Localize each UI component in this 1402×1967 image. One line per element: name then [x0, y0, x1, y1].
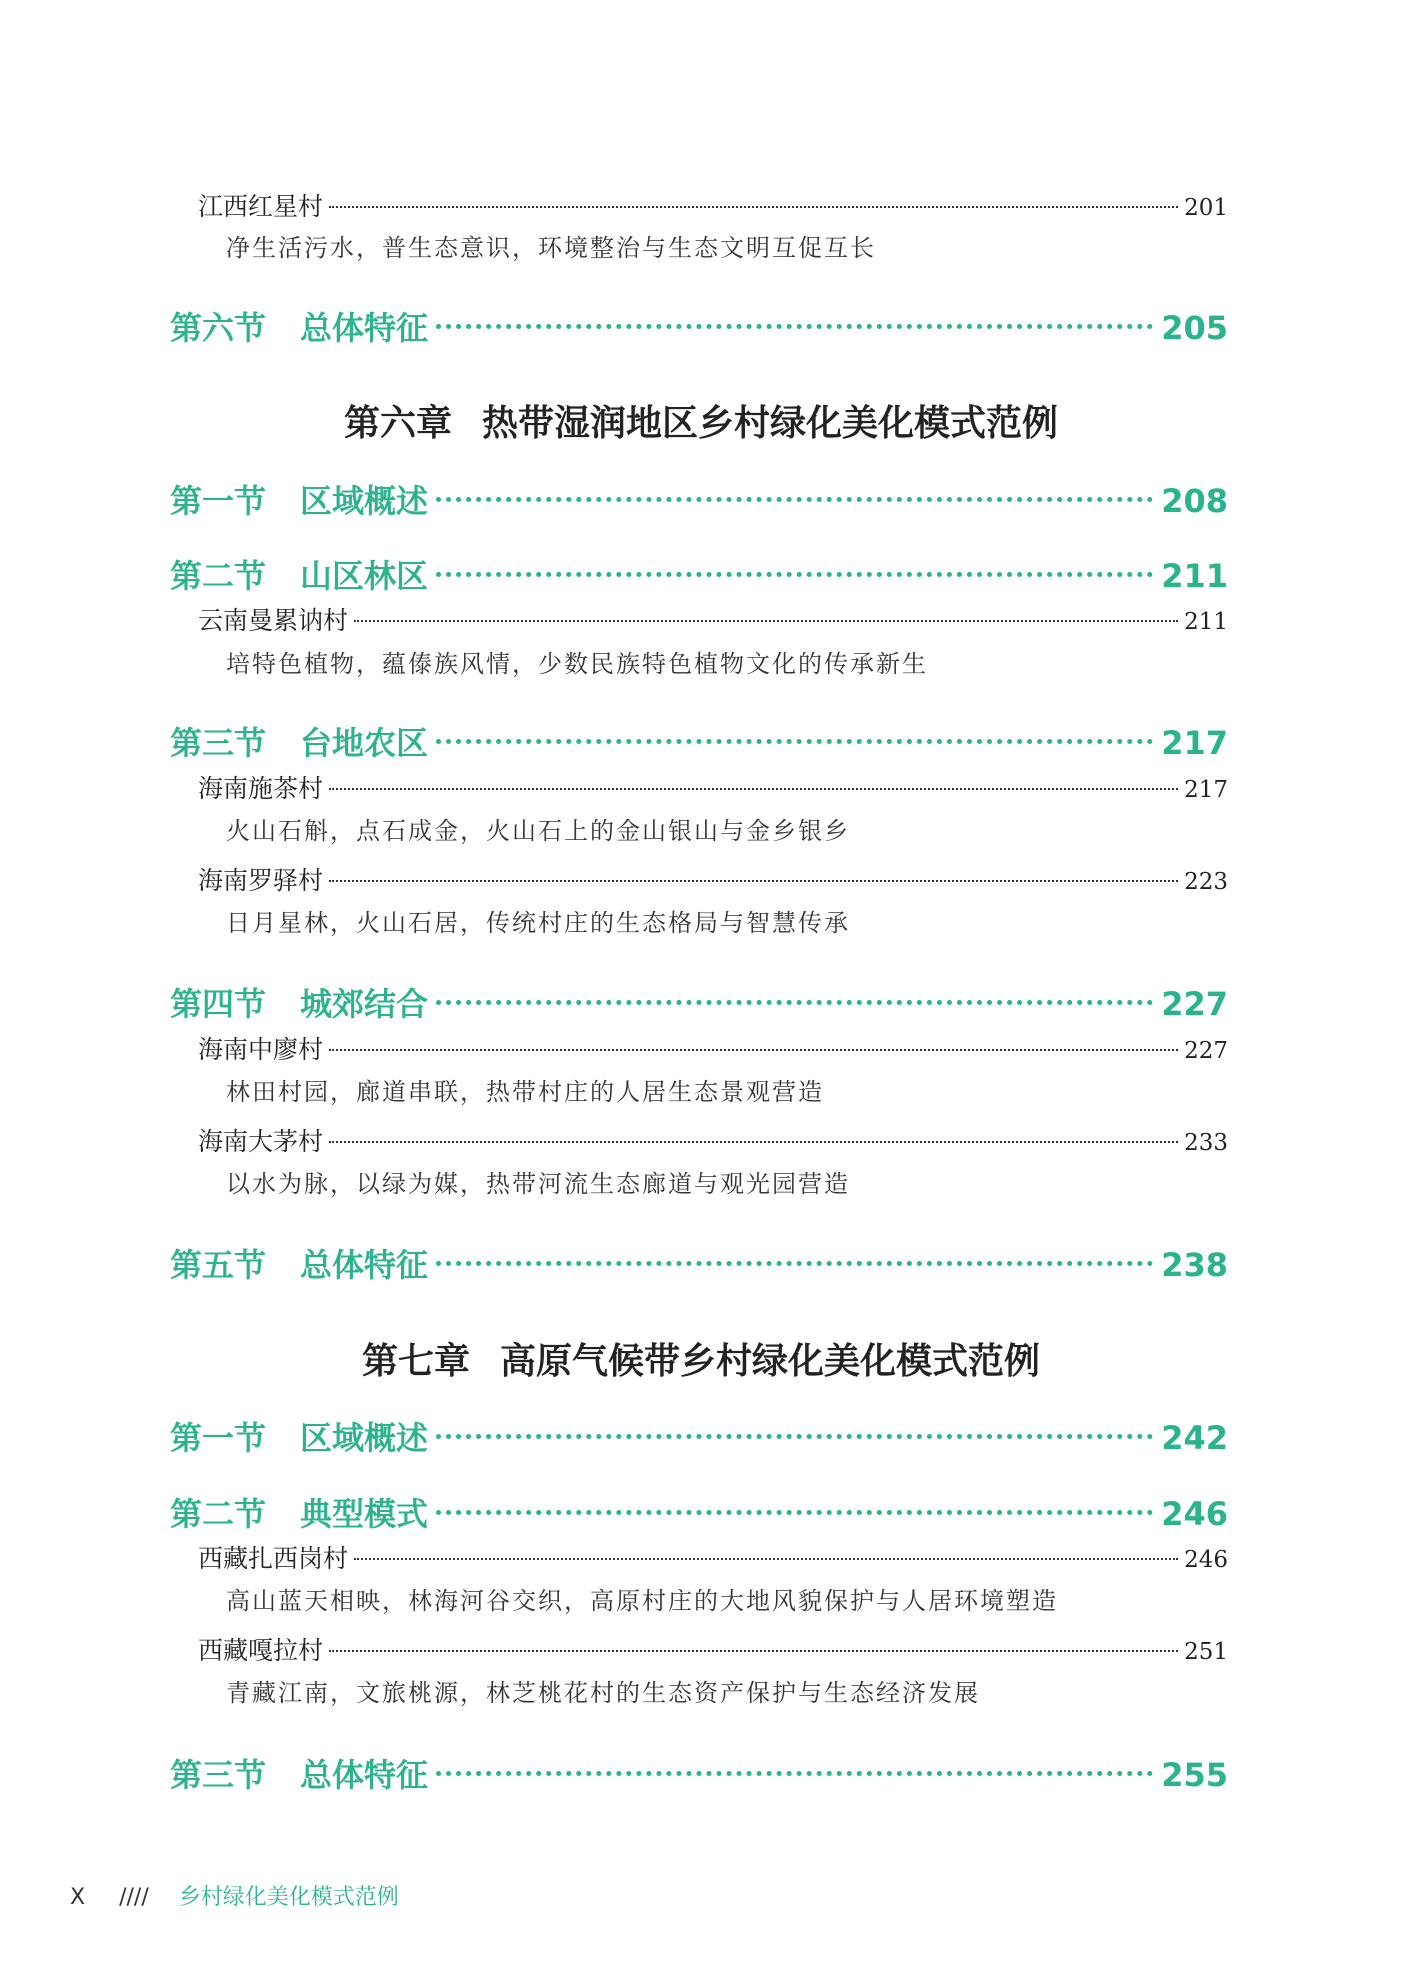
chapter-heading[interactable]: [0, 400, 1402, 446]
village-title: 海南施茶村: [198, 774, 324, 803]
dot-leader: [436, 1434, 1153, 1439]
section-number: 第四节: [170, 985, 267, 1023]
section-number: 第一节: [170, 482, 267, 520]
page-number: 255: [1161, 1756, 1228, 1794]
dot-leader: [329, 788, 1178, 790]
village-description: 青藏江南，文旅桃源，林芝桃花村的生态资产保护与生态经济发展: [226, 1679, 980, 1707]
section-title: 区域概述: [300, 482, 429, 520]
village-title: 海南中廖村: [198, 1035, 324, 1064]
dot-leader: [329, 206, 1178, 208]
toc-section-entry[interactable]: [170, 556, 1228, 596]
section-number: 第一节: [170, 1419, 267, 1457]
chapter-number: 第六章: [343, 402, 452, 444]
dot-leader: [436, 1000, 1153, 1005]
dot-leader: [329, 1049, 1178, 1051]
dot-leader: [436, 324, 1153, 329]
village-title: 海南罗驿村: [198, 866, 324, 895]
footer-separator: ////: [119, 1885, 149, 1910]
section-number: 第五节: [170, 1246, 267, 1284]
village-title: 西藏嘎拉村: [198, 1636, 324, 1665]
footer-book-title: 乡村绿化美化模式范例: [178, 1885, 399, 1910]
footer-page-number: X: [70, 1885, 86, 1910]
section-title: 总体特征: [300, 1756, 429, 1794]
section-number: 第二节: [170, 557, 267, 595]
page-number: 211: [1161, 557, 1228, 595]
page-number: 227: [1161, 985, 1228, 1023]
page-number: 246: [1161, 1495, 1228, 1533]
toc-section-entry[interactable]: [170, 1245, 1228, 1285]
toc-village-entry[interactable]: [198, 1634, 1228, 1669]
dot-leader: [354, 1558, 1178, 1560]
dot-leader: [436, 1261, 1153, 1266]
page-number: 211: [1184, 609, 1228, 635]
toc-section-entry[interactable]: [170, 984, 1228, 1024]
section-number: 第六节: [170, 309, 267, 347]
page-number: 233: [1184, 1130, 1228, 1156]
village-title: 海南大茅村: [198, 1127, 324, 1156]
village-description: 以水为脉，以绿为媒，热带河流生态廊道与观光园营造: [226, 1170, 850, 1198]
toc-village-entry[interactable]: [198, 864, 1228, 899]
toc-village-entry[interactable]: [198, 604, 1228, 639]
toc-village-entry[interactable]: [198, 1542, 1228, 1577]
dot-leader: [329, 1141, 1178, 1143]
village-description: 培特色植物，蕴傣族风情，少数民族特色植物文化的传承新生: [226, 650, 928, 678]
village-title: 云南曼累讷村: [198, 606, 349, 635]
toc-section-entry[interactable]: [170, 481, 1228, 521]
chapter-title: 高原气候带乡村绿化美化模式范例: [500, 1340, 1041, 1382]
dot-leader: [436, 739, 1153, 744]
section-title: 城郊结合: [300, 985, 429, 1023]
village-description: 净生活污水，普生态意识，环境整治与生态文明互促互长: [226, 234, 876, 262]
page-number: 246: [1184, 1547, 1228, 1573]
section-number: 第三节: [170, 1756, 267, 1794]
dot-leader: [354, 620, 1178, 622]
toc-village-entry[interactable]: [198, 190, 1228, 225]
page-number: 242: [1161, 1419, 1228, 1457]
section-title: 台地农区: [300, 724, 429, 762]
village-description: 日月星林，火山石居，传统村庄的生态格局与智慧传承: [226, 909, 850, 937]
section-number: 第二节: [170, 1495, 267, 1533]
chapter-heading[interactable]: [0, 1338, 1402, 1384]
village-description: 林田村园，廊道串联，热带村庄的人居生态景观营造: [226, 1078, 824, 1106]
toc-section-entry[interactable]: [170, 1755, 1228, 1795]
toc-village-entry[interactable]: [198, 772, 1228, 807]
toc-section-entry[interactable]: [170, 308, 1228, 348]
dot-leader: [436, 1771, 1153, 1776]
section-title: 典型模式: [300, 1495, 429, 1533]
section-number: 第三节: [170, 724, 267, 762]
dot-leader: [436, 1510, 1153, 1515]
page-number: 227: [1184, 1038, 1228, 1064]
chapter-title: 热带湿润地区乡村绿化美化模式范例: [482, 402, 1059, 444]
toc-section-entry[interactable]: [170, 1494, 1228, 1534]
page-number: 208: [1161, 482, 1228, 520]
village-description: 高山蓝天相映，林海河谷交织，高原村庄的大地风貌保护与人居环境塑造: [226, 1587, 1058, 1615]
village-title: 西藏扎西岗村: [198, 1544, 349, 1573]
dot-leader: [329, 1650, 1178, 1652]
page-number: 238: [1161, 1246, 1228, 1284]
dot-leader: [329, 880, 1178, 882]
page-number: 217: [1161, 724, 1228, 762]
page-number: 205: [1161, 309, 1228, 347]
village-title: 江西红星村: [198, 192, 324, 221]
page-footer: [70, 1884, 399, 1912]
dot-leader: [436, 497, 1153, 502]
page-number: 223: [1184, 869, 1228, 895]
toc-section-entry[interactable]: [170, 723, 1228, 763]
toc-village-entry[interactable]: [198, 1125, 1228, 1160]
chapter-number: 第七章: [361, 1340, 470, 1382]
section-title: 总体特征: [300, 309, 429, 347]
section-title: 区域概述: [300, 1419, 429, 1457]
section-title: 山区林区: [300, 557, 429, 595]
section-title: 总体特征: [300, 1246, 429, 1284]
page-number: 217: [1184, 777, 1228, 803]
toc-section-entry[interactable]: [170, 1418, 1228, 1458]
page-number: 251: [1184, 1639, 1228, 1665]
village-description: 火山石斛，点石成金，火山石上的金山银山与金乡银乡: [226, 817, 850, 845]
page-number: 201: [1184, 195, 1228, 221]
toc-village-entry[interactable]: [198, 1033, 1228, 1068]
dot-leader: [436, 572, 1153, 577]
